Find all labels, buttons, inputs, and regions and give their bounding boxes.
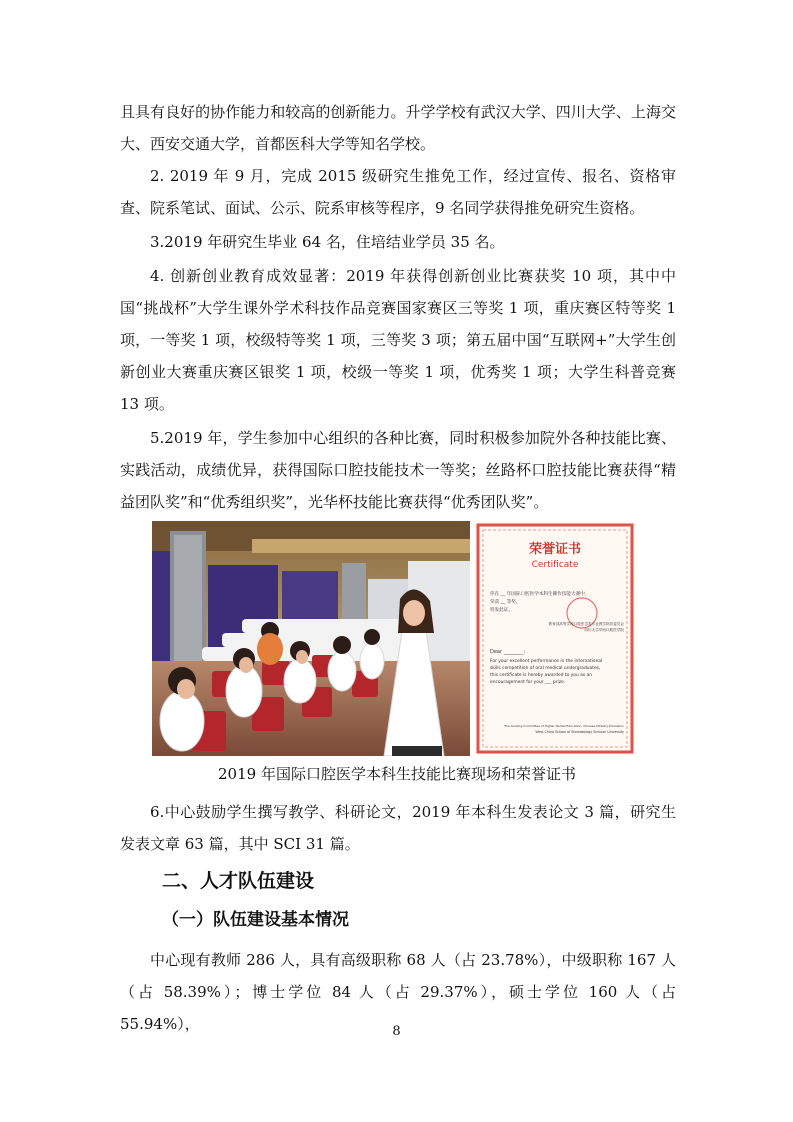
page-number: 8 <box>392 1024 401 1039</box>
certificate-en-line: For your excellent performance in the international <box>490 659 603 664</box>
certificate-issuer-cn-1: 教育部高等学校口腔医学类专业教学指导委员会 <box>548 622 624 626</box>
certificate-issuer-cn-2: 四川大学华西口腔医学院 <box>584 628 624 632</box>
paragraph-item-4: 4. 创新创业教育成效显著：2019 年获得创新创业比赛获奖 10 项，其中中国“挑战杯”大学生课外学术科技作品竞赛国家赛区三等奖 1 项，重庆赛区特等奖 1 项，一等奖 1 项，校级特等奖 1 项，三等奖 3 项；第五届中国“互联网+”大学生创新创业大赛重庆赛区银奖 1 项，校级一等奖 1 项，优秀奖 1 项；大学生科普竞赛 13 项。 <box>120 267 676 413</box>
paragraph-item-6: 6.中心鼓励学生撰写教学、科研论文，2019 年本科生发表论文 3 篇，研究生发表文章 63 篇，其中 SCI 31 篇。 <box>120 803 676 853</box>
certificate-en-line: this certificate is hereby awarded to you as an <box>490 673 593 678</box>
figure-caption: 2019 年国际口腔医学本科生技能比赛现场和荣誉证书 <box>218 765 576 783</box>
certificate-en-issuer-2: West China School of Stomatology Sichuan University <box>535 730 624 734</box>
certificate-en-issuer-1: The Guiding Committee of Higher Dental Education, Chinese Ministry Education <box>504 724 624 728</box>
certificate-image <box>474 521 636 756</box>
certificate-en-line: encouragement for your ___ prize. <box>490 680 566 685</box>
paragraph-item-2: 2. 2019 年 9 月，完成 2015 级研究生推免工作，经过宣传、报名、资格审查、院系笔试、面试、公示、院系审核等程序，9 名同学获得推免研究生资格。 <box>120 167 676 217</box>
certificate-en-line: skills competition of oral medical undergraduates, <box>490 666 601 671</box>
certificate-body-line1: 你在 __ 年国际口腔医学本科生操作技能大赛中， <box>490 592 590 597</box>
paragraph-item-5: 5.2019 年，学生参加中心组织的各种比赛，同时积极参加院外各种技能比赛、实践活动，成绩优异，获得国际口腔技能技术一等奖；丝路杯口腔技能比赛获得“精益团队奖”和“优秀组织奖”，光华杯技能比赛获得“优秀团队奖”。 <box>120 429 676 511</box>
paragraph-continued: 且具有良好的协作能力和较高的创新能力。升学学校有武汉大学、四川大学、上海交大、西安交通大学，首都医科大学等知名学校。 <box>120 103 676 153</box>
paragraph-staff-stats: 中心现有教师 286 人，具有高级职称 68 人（占 23.78%），中级职称 167 人（占 58.39%）；博士学位 84 人（占 29.37%），硕士学位 160 人（占 55.94%）， <box>120 951 676 1033</box>
paragraph-item-3: 3.2019 年研究生毕业 64 名，住培结业学员 35 名。 <box>150 233 505 251</box>
certificate-subtitle: Certificate <box>531 560 579 570</box>
honor-certificate <box>474 521 636 756</box>
certificate-en-dear: Dear ________: <box>490 649 526 655</box>
section-heading: 二、人才队伍建设 <box>162 870 315 892</box>
certificate-body-line3: 特发此证。 <box>490 608 513 613</box>
certificate-body-line2: 荣获 __ 等奖。 <box>490 600 521 605</box>
competition-photo <box>152 521 470 756</box>
competition-scene-image <box>152 521 470 756</box>
subsection-heading: （一）队伍建设基本情况 <box>162 910 349 930</box>
certificate-title: 荣誉证书 <box>528 542 582 557</box>
